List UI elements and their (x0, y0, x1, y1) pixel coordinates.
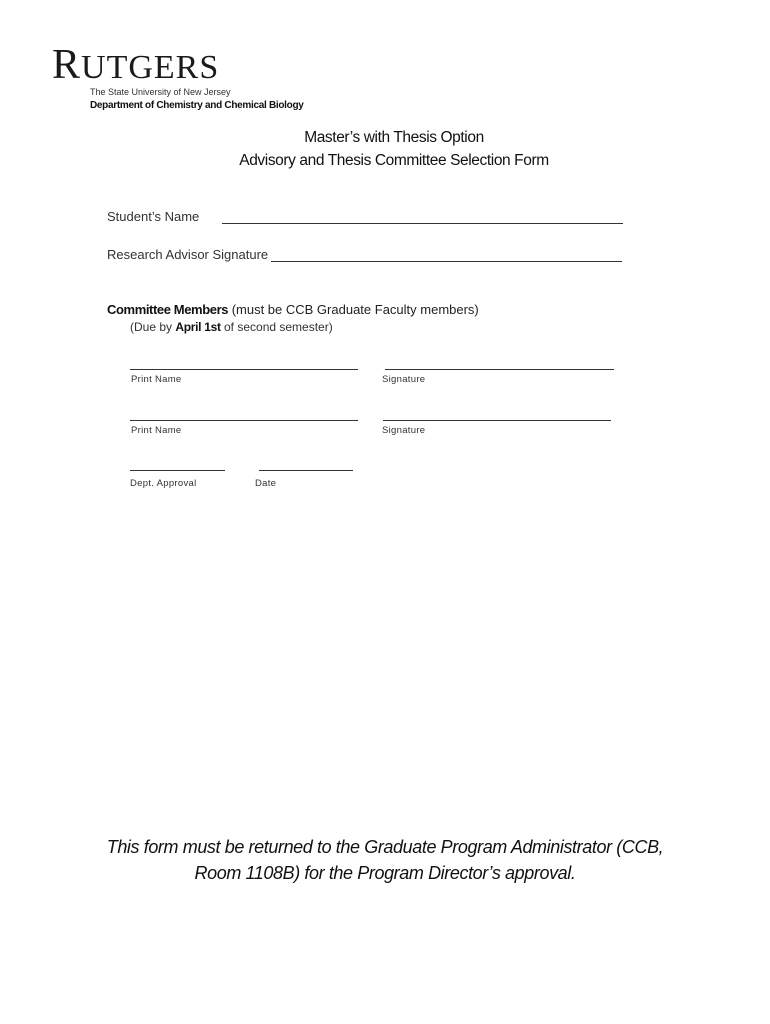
member1-signature-field[interactable] (385, 369, 614, 370)
advisor-signature-field[interactable] (271, 261, 622, 262)
date-field[interactable] (259, 470, 353, 471)
member1-print-name-field[interactable] (130, 369, 358, 370)
committee-heading-bold: Committee Members (107, 302, 229, 317)
member2-signature-label: Signature (382, 425, 426, 436)
member2-print-name-label: Print Name (131, 425, 182, 436)
advisor-signature-label: Research Advisor Signature (107, 247, 269, 262)
dept-approval-field[interactable] (130, 470, 225, 471)
form-subtitle: Advisory and Thesis Committee Selection Form (239, 152, 549, 169)
student-name-label: Student’s Name (107, 209, 200, 224)
department-name: Department of Chemistry and Chemical Biology (90, 100, 304, 111)
university-name: The State University of New Jersey (90, 87, 231, 97)
footer-instruction-line1: This form must be returned to the Graduate Program Administrator (CCB, (106, 837, 664, 857)
member2-signature-field[interactable] (383, 420, 611, 421)
due-note (130, 320, 333, 334)
due-prefix: (Due by (130, 320, 176, 334)
committee-note: (must be CCB Graduate Faculty members) (228, 302, 479, 317)
member1-signature-label: Signature (382, 374, 426, 385)
rutgers-logo (52, 44, 219, 86)
date-label: Date (255, 478, 277, 489)
committee-heading (107, 302, 479, 317)
logo-initial: R (52, 42, 82, 88)
logo-wordmark: UTGERS (81, 49, 220, 86)
dept-approval-label: Dept. Approval (130, 478, 197, 489)
student-name-field[interactable] (222, 223, 623, 224)
form-title: Master’s with Thesis Option (304, 129, 484, 146)
due-date: April 1st (175, 320, 221, 334)
member2-print-name-field[interactable] (130, 420, 358, 421)
footer-instruction-line2: Room 1108B) for the Program Director’s approval. (194, 863, 576, 883)
due-suffix: of second semester) (220, 320, 333, 334)
member1-print-name-label: Print Name (131, 374, 182, 385)
